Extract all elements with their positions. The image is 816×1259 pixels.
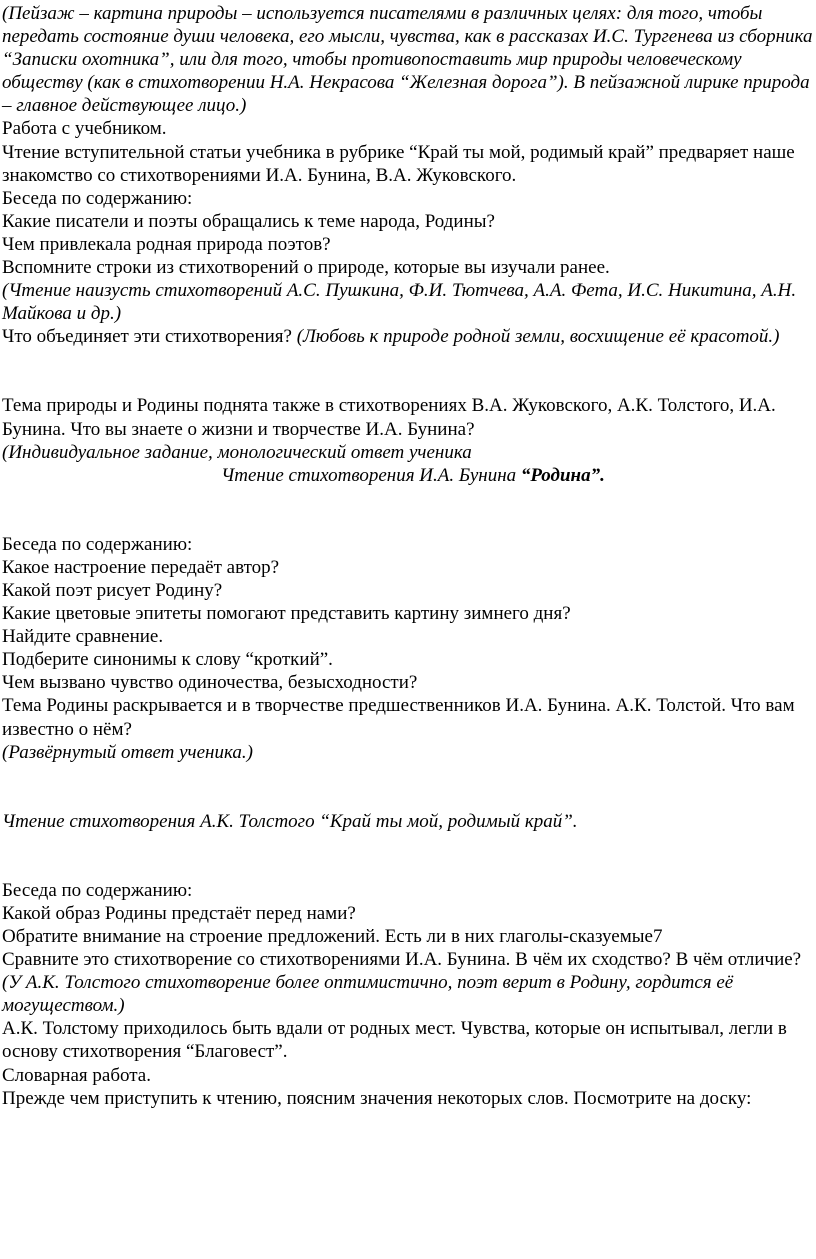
discussion-1-question-1: Какие писатели и поэты обращались к теме народа, Родины?	[2, 210, 495, 232]
discussion-1-question-3: Вспомните строки из стихотворений о природе, которые вы изучали ранее.	[2, 257, 610, 279]
discussion-3-question-3-text: Сравните это стихотворение со стихотворениями И.А. Бунина. В чём их сходство? В чём отличие?	[2, 949, 802, 971]
discussion-2-question-7: Тема Родины раскрывается и в творчестве предшественников И.А. Бунина. А.К. Толстой. Что вам известно о нём?	[2, 695, 795, 740]
discussion-2-question-5: Подберите синонимы к слову “кроткий”.	[2, 649, 333, 671]
spacer	[2, 348, 816, 394]
discussion-2-question-3: Какие цветовые эпитеты помогают представить картину зимнего дня?	[2, 603, 571, 625]
discussion-2-question-4: Найдите сравнение.	[2, 626, 164, 648]
spacer	[2, 833, 816, 879]
textbook-work-line: Работа с учебником.	[2, 118, 167, 140]
topic-bunin-paragraph: Тема природы и Родины поднята также в стихотворениях В.А. Жуковского, А.К. Толстого, И.А. Бунина. Что вы знаете о жизни и творчестве И.А. Бунина?	[2, 395, 776, 440]
discussion-1-note: (Чтение наизусть стихотворений А.С. Пушкина, Ф.И. Тютчева, А.А. Фета, И.С. Никитина, А.Н. Майкова и др.)	[2, 280, 797, 325]
discussion-2-question-1: Какое настроение передаёт автор?	[2, 556, 280, 578]
discussion-2-answer: (Развёрнутый ответ ученика.)	[2, 741, 253, 763]
spacer	[2, 764, 816, 810]
reading-bunin-prefix: Чтение стихотворения И.А. Бунина	[221, 464, 521, 486]
intro-note: (Пейзаж – картина природы – используется писателями в различных целях: для того, чтобы передать состояние души человека, его мысли, чувства, как в рассказах И.С. Тургенева из сборника “Записки охотника”, или для того, чтобы противопоставить мир природы человеческому обществу (как в стихотворении Н.А. Некрасова “Железная дорога”). В пейзажной лирике природа – главное действующее лицо.)	[2, 3, 813, 117]
discussion-2-question-6: Чем вызвано чувство одиночества, безысходности?	[2, 672, 418, 694]
discussion-3-heading: Беседа по содержанию:	[2, 879, 193, 901]
tolstoy-feelings-paragraph: А.К. Толстому приходилось быть вдали от родных мест. Чувства, которые он испытывал, легли в основу стихотворения “Благовест”.	[2, 1018, 787, 1063]
discussion-1-question-4-text: Что объединяет эти стихотворения?	[2, 326, 297, 348]
intro-article-paragraph: Чтение вступительной статьи учебника в рубрике “Край ты мой, родимый край” предваряет наше знакомство со стихотворениями И.А. Бунина, В.А. Жуковского.	[2, 141, 795, 186]
discussion-2-question-2: Какой поэт рисует Родину?	[2, 579, 223, 601]
discussion-1-heading: Беседа по содержанию:	[2, 187, 193, 209]
discussion-1-question-4	[2, 325, 816, 348]
discussion-1-question-4-answer: (Любовь к природе родной земли, восхищение её красотой.)	[296, 326, 780, 348]
discussion-3-question-3-answer: (У А.К. Толстого стихотворение более оптимистично, поэт верит в Родину, гордится её могуществом.)	[2, 972, 734, 1017]
reading-tolstoy-line: Чтение стихотворения А.К. Толстого “Край ты мой, родимый край”.	[2, 810, 578, 832]
discussion-3-question-3	[2, 948, 816, 1017]
discussion-1-question-2: Чем привлекала родная природа поэтов?	[2, 233, 331, 255]
vocab-work-line: Словарная работа.	[2, 1064, 151, 1086]
discussion-2-heading: Беседа по содержанию:	[2, 533, 193, 555]
vocab-intro-paragraph: Прежде чем приступить к чтению, поясним значения некоторых слов. Посмотрите на доску:	[2, 1087, 752, 1109]
reading-bunin-title: “Родина”.	[520, 464, 605, 486]
reading-bunin-line	[2, 464, 816, 487]
spacer	[2, 487, 816, 533]
discussion-3-question-1: Какой образ Родины предстаёт перед нами?	[2, 902, 356, 924]
discussion-3-question-2: Обратите внимание на строение предложений. Есть ли в них глаголы-сказуемые7	[2, 926, 663, 947]
individual-task-note: (Индивидуальное задание, монологический ответ ученика	[2, 441, 472, 463]
